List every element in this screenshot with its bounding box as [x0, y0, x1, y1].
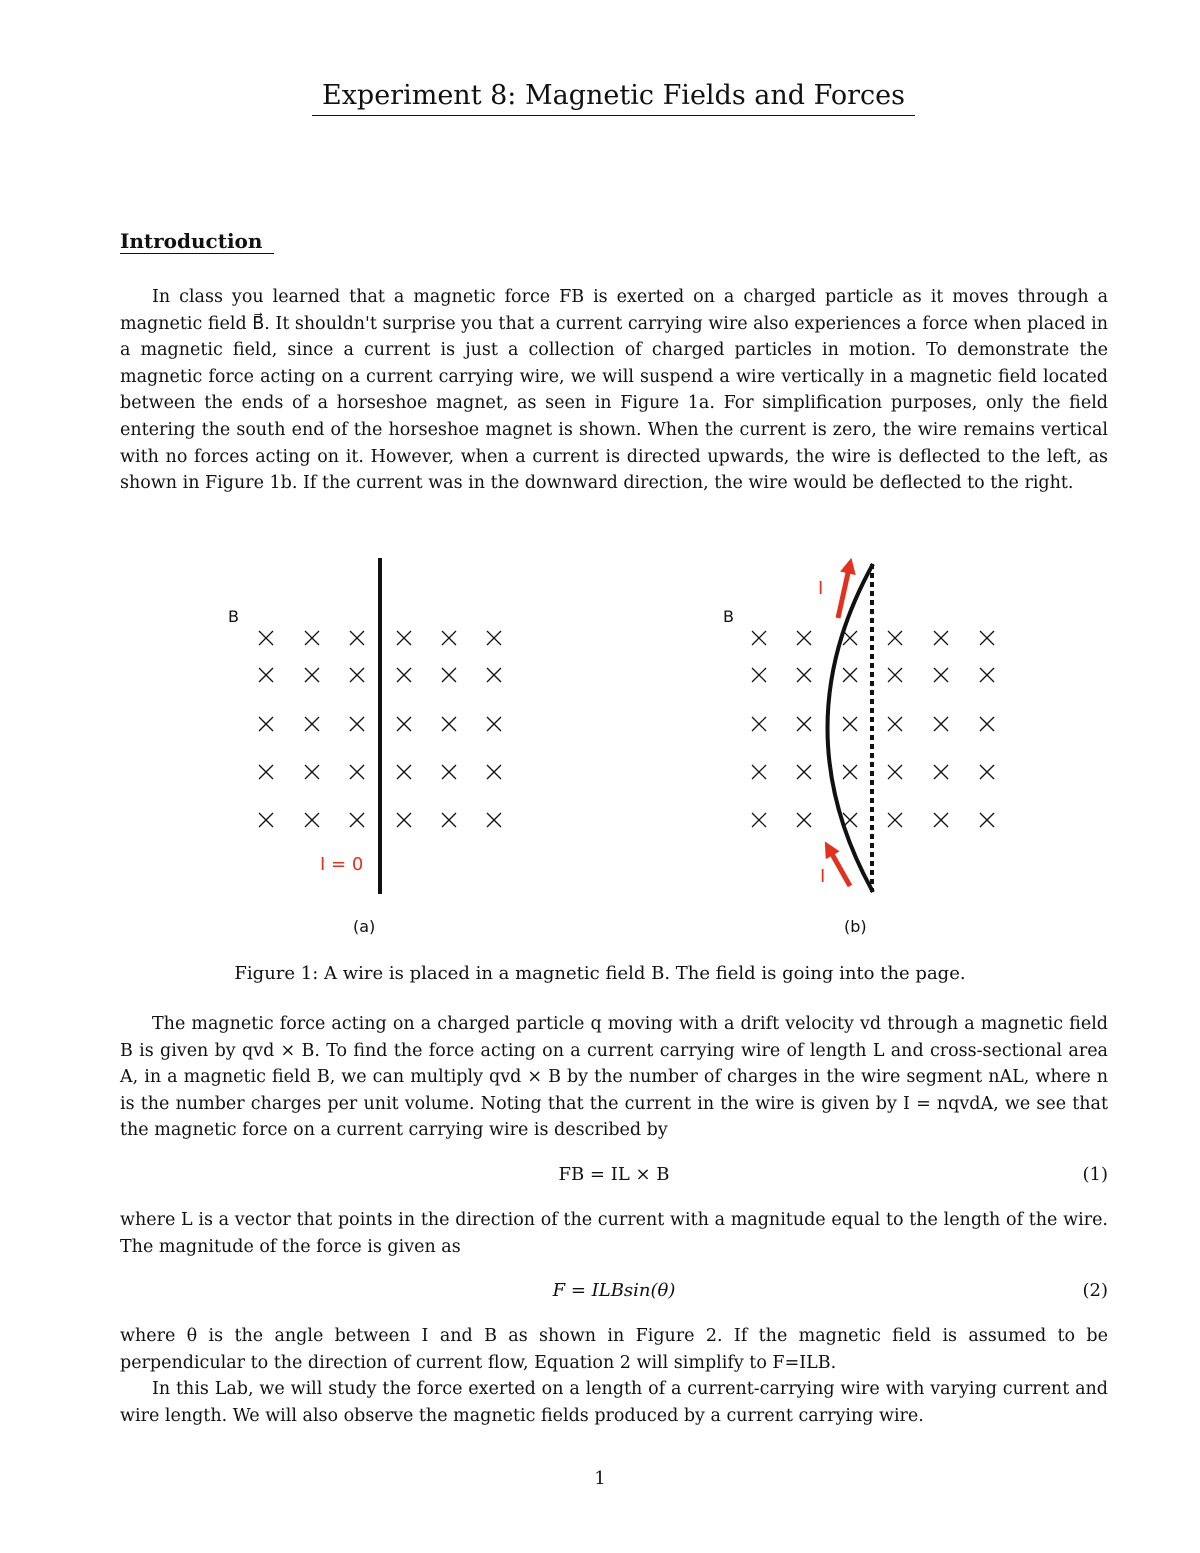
- field-cross: [397, 813, 411, 827]
- theta-paragraph-text: where θ is the angle between I and B as shown in Figure 2. If the magnetic field is assumed to be perpendicular to the direction of current flow, Equation 2 will simplify to F=ILB.: [120, 1326, 1108, 1373]
- current-arrow-bottom: [828, 847, 850, 886]
- field-cross: [259, 668, 273, 682]
- field-cross: [397, 717, 411, 731]
- field-cross: [934, 717, 948, 731]
- field-cross: [888, 717, 902, 731]
- field-cross: [305, 631, 319, 645]
- field-cross: [888, 765, 902, 779]
- current-label-bottom: I: [820, 866, 826, 887]
- field-cross: [980, 631, 994, 645]
- field-cross: [350, 813, 364, 827]
- field-cross: [487, 631, 501, 645]
- field-cross: [797, 631, 811, 645]
- equation-2-body: F = ILBsin(θ): [552, 1280, 676, 1301]
- field-cross: [397, 765, 411, 779]
- field-cross: [259, 813, 273, 827]
- panel-b: [723, 564, 994, 936]
- panel-a: [228, 558, 501, 936]
- field-cross: [442, 631, 456, 645]
- field-cross: [305, 668, 319, 682]
- field-cross: [442, 813, 456, 827]
- field-cross: [752, 668, 766, 682]
- field-cross: [487, 765, 501, 779]
- field-label-b: B: [723, 607, 734, 626]
- field-cross: [797, 668, 811, 682]
- equation-1-number: (1): [1082, 1164, 1108, 1185]
- field-cross: [487, 668, 501, 682]
- equation-2-number: (2): [1082, 1280, 1108, 1301]
- field-cross: [934, 668, 948, 682]
- field-cross: [259, 765, 273, 779]
- field-cross: [442, 717, 456, 731]
- intro-paragraph: [120, 284, 1108, 497]
- field-cross: [305, 717, 319, 731]
- theta-paragraph: [120, 1323, 1108, 1429]
- vector-l-paragraph-text: where L is a vector that points in the direction of the current with a magnitude equal to the length of the wire. The magnitude of the force is given as: [120, 1210, 1108, 1257]
- current-label-zero: I = 0: [320, 854, 364, 875]
- wire-deflected: [828, 564, 874, 892]
- field-cross: [888, 813, 902, 827]
- field-cross: [980, 717, 994, 731]
- panel-label-a: (a): [353, 917, 376, 936]
- page-number: 1: [594, 1468, 606, 1489]
- field-cross: [350, 765, 364, 779]
- field-cross: [397, 631, 411, 645]
- field-cross: [350, 631, 364, 645]
- field-cross: [797, 765, 811, 779]
- field-cross: [752, 765, 766, 779]
- figure-1: [0, 548, 1200, 948]
- intro-paragraph-text: In class you learned that a magnetic force FB is exerted on a charged particle as it moves through a magnetic field B⃗. It shouldn't surprise you that a current carrying wire also experiences a force when placed in a magnetic field, since a current is just a collection of charged particles in motion. To demonstrate the magnetic force acting on a current carrying wire, we will suspend a wire vertically in a magnetic field located between the ends of a horseshoe magnet, as seen in Figure 1a. For simplification purposes, only the field entering the south end of the horseshoe magnet is shown. When the current is zero, the wire remains vertical with no forces acting on it. However, when a current is directed upwards, the wire is deflected to the left, as shown in Figure 1b. If the current was in the downward direction, the wire would be deflected to the right.: [120, 287, 1108, 494]
- field-cross: [797, 717, 811, 731]
- field-cross: [980, 668, 994, 682]
- field-cross: [259, 631, 273, 645]
- lab-paragraph-text: In this Lab, we will study the force exerted on a length of a current-carrying wire with varying current and wire length. We will also observe the magnetic fields produced by a current carrying wire.: [120, 1379, 1108, 1426]
- vector-l-paragraph: [120, 1207, 1108, 1260]
- field-cross: [843, 668, 857, 682]
- current-arrow-top: [838, 564, 850, 618]
- field-cross: [442, 765, 456, 779]
- field-cross: [752, 717, 766, 731]
- field-cross: [397, 668, 411, 682]
- field-cross: [843, 765, 857, 779]
- field-cross: [350, 717, 364, 731]
- field-cross: [487, 717, 501, 731]
- panel-label-b: (b): [844, 917, 867, 936]
- field-cross: [980, 765, 994, 779]
- field-cross: [888, 668, 902, 682]
- field-cross: [888, 631, 902, 645]
- field-cross: [980, 813, 994, 827]
- field-cross: [934, 813, 948, 827]
- equation-1-body: FB = IL × B: [558, 1164, 670, 1185]
- force-paragraph-text: The magnetic force acting on a charged particle q moving with a drift velocity vd through a magnetic field B is given by qvd × B. To find the force acting on a current carrying wire of length L and cross-sectional area A, in a magnetic field B, we can multiply qvd × B by the number of charges in the wire segment nAL, where n is the number charges per unit volume. Noting that the current in the wire is given by I = nqvdA, we see that the magnetic force on a current carrying wire is described by: [120, 1014, 1108, 1141]
- field-cross: [934, 765, 948, 779]
- section-title: Introduction: [120, 229, 274, 254]
- field-cross: [350, 668, 364, 682]
- field-cross: [442, 668, 456, 682]
- field-cross: [305, 813, 319, 827]
- field-cross: [487, 813, 501, 827]
- field-cross: [934, 631, 948, 645]
- field-label-a: B: [228, 607, 239, 626]
- figure-caption: Figure 1: A wire is placed in a magnetic field B. The field is going into the page.: [234, 963, 966, 984]
- field-cross: [752, 631, 766, 645]
- field-cross: [259, 717, 273, 731]
- force-paragraph: [120, 1011, 1108, 1144]
- current-label-top: I: [818, 578, 824, 599]
- field-cross: [305, 765, 319, 779]
- field-cross: [797, 813, 811, 827]
- field-cross: [843, 631, 857, 645]
- field-cross: [752, 813, 766, 827]
- field-cross: [843, 717, 857, 731]
- document-title: Experiment 8: Magnetic Fields and Forces: [312, 80, 915, 116]
